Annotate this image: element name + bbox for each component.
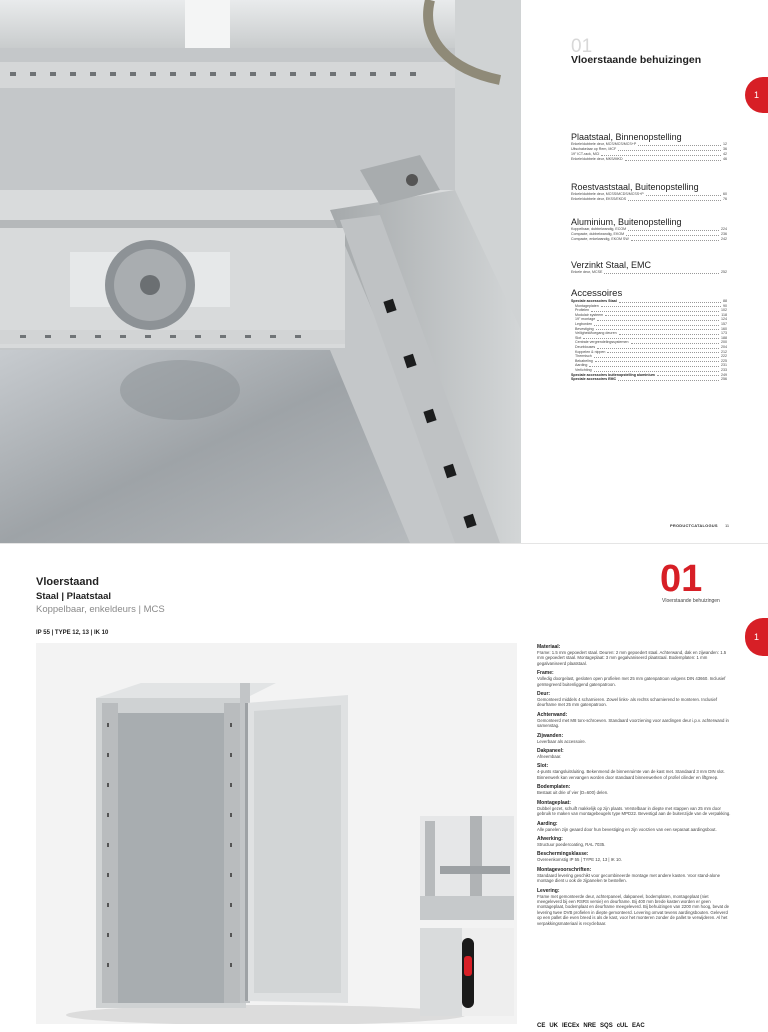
spec-heading: Levering:	[537, 887, 560, 894]
section-title-small: Vloerstaande behuizingen	[662, 598, 720, 604]
section-number-large: 01	[660, 558, 703, 600]
certification-mark: CE	[537, 1023, 546, 1029]
toc-dot-leader	[618, 150, 721, 151]
product-variant: Koppelbaar, enkeldeurs | MCS	[36, 604, 165, 615]
certification-mark: NRE	[583, 1023, 597, 1029]
toc-entry-label: Centrale vergrendelingssystemen	[575, 340, 629, 345]
toc-entry-page: 60	[723, 192, 727, 196]
toc-entry-page: 42	[723, 152, 727, 156]
toc-dot-leader	[591, 311, 719, 312]
toc-entry-label: Speciale accessoires EMC	[571, 377, 617, 382]
spec-body: Overeenkomstig IP 55 | TYPE 12, 13 | IK 10.	[537, 857, 622, 863]
toc-entry-label: Aarding	[575, 363, 588, 368]
toc-dot-leader	[601, 155, 721, 156]
toc-dot-leader	[628, 200, 721, 201]
toc-entry-label: Bevestiging	[575, 326, 594, 331]
spec-body: Frame met gemonteerde deur, achterpaneel, dakpaneel, bodemplaten, montageplaat (niet meegeleverd bij een RSRS versie) en deurframe. Bij 400 mm brede kasten worden er geen montageplaat, bodemplaat en deurframe meegeleverd. Bij behuizingen van 2200 mm hoog, bevat de levering twee DVB profielen in diepte gemonteerd. Levering omvat tevens aardingsbouten. Geleverd op een pallet die even breed is als de kast, voor het monteren zonder de pallet te verwijderen. Al het verpakkingsmateriaal is recyclebaar.	[537, 893, 730, 926]
toc-entry-page: 222	[721, 354, 727, 359]
toc-entry-label: Uitschakelaar op Rem, MCF	[571, 147, 617, 151]
spec-heading: Afwerking:	[537, 835, 563, 842]
toc-dot-leader	[638, 145, 721, 146]
toc-entry[interactable]	[571, 237, 727, 242]
toc-entry-label: Legborden	[575, 321, 593, 326]
toc-entry-page: 36	[723, 147, 727, 151]
chapter-tab-number: 1	[753, 90, 759, 100]
toc-dot-leader	[631, 343, 719, 344]
toc-dot-leader	[605, 315, 719, 316]
toc-entry-label: Enkele/dubbele deur, MCS/MCS/MCS+P	[571, 142, 637, 146]
toc-dot-leader	[646, 195, 721, 196]
toc-entry-label: Speciale accessoires buitenopstelling aluminium	[571, 372, 655, 377]
spec-body: Leverbaar als accessoire.	[537, 738, 586, 744]
spec-heading: Aarding:	[537, 820, 558, 827]
toc-group	[571, 132, 727, 162]
toc-dot-leader	[601, 306, 721, 307]
toc-entry-page: 242	[721, 237, 727, 241]
toc-entry-label: Enkele deur, MCSE	[571, 270, 603, 274]
certification-mark: UK	[549, 1023, 559, 1029]
toc-entry-label: Thermisch	[575, 354, 592, 359]
toc-entry-page: 12	[723, 142, 727, 146]
toc-dot-leader	[594, 371, 719, 372]
toc-dot-leader	[594, 325, 719, 326]
spec-body: Dubbel gezet, schuift makkelijk op zijn plaats. Verstelbaar in diepte met stappen van 25 mm door gebruik te maken van montagebeugels type MPD22. Bevestigd aan de buitenzijde van de verpakking.	[537, 805, 731, 817]
toc-entry[interactable]	[571, 377, 727, 382]
toc-group-title: Verzinkt Staal, EMC	[571, 260, 652, 270]
certification-mark: cUL	[616, 1023, 629, 1029]
spec-body: 4-punts stangsluitsluiting. Bekenmend de binnenruimte van de kast met. Standaard 3 mm DIN slot. Binnenwerk kan vervangen worden door standaard binnenwerken of profiel cilinder en liftgreep.	[537, 769, 725, 780]
toc-entry-page: 204	[721, 344, 727, 349]
spec-body: Gemonteerd middels 4 scharnieren. Zowel links- als rechts scharnierend te monteren. Inclusief deurframe met 25 mm gatenpatroon.	[537, 697, 718, 708]
spec-body: Gemonteerd met M8 torx-schroeven. Standaard voorziening voor aardingen deur i.p.v. achterwand in samenstag.	[537, 717, 729, 729]
section-title: Vloerstaande behuizingen	[571, 54, 702, 66]
chapter-tab-bottom-number: 1	[753, 632, 759, 642]
toc-entry-label: Verlichting	[575, 367, 592, 372]
footer-page-number: 11	[725, 523, 730, 528]
toc-entry-page: 46	[723, 157, 727, 161]
spec-heading: Materiaal:	[537, 644, 561, 650]
toc-entry-label: Deurblouses	[575, 344, 596, 349]
toc-entry-page: 76	[723, 197, 727, 201]
toc-entry-label: Enkele/dubbele deur, MCSS/MCDS/MCSS+P	[571, 192, 644, 196]
toc-entry-page: 102	[721, 308, 727, 313]
toc-dot-leader	[583, 338, 719, 339]
cabinet-interior-photo	[0, 0, 521, 543]
toc-entry-label: Enkele/dubbele deur, EKSS/EKDS	[571, 197, 627, 201]
toc-entry[interactable]	[571, 270, 727, 275]
spec-heading: Montageplaat:	[537, 799, 571, 806]
spec-heading: Dakpaneel:	[537, 748, 564, 755]
toc-dot-leader	[631, 240, 719, 241]
toc-entry-page: 124	[721, 317, 727, 322]
toc-group	[571, 182, 727, 202]
spec-heading: Bodemplaten:	[537, 784, 571, 791]
toc-group	[571, 288, 727, 382]
toc-group-title: Plaatstaal, Binnenopstelling	[571, 132, 682, 142]
spec-body: Afneembaar.	[537, 754, 562, 760]
toc-dot-leader	[657, 375, 719, 376]
toc-entry-page: 188	[721, 335, 727, 340]
chapter-tab-bottom[interactable]	[745, 618, 768, 656]
toc-entry-page: 157	[721, 321, 727, 326]
toc-entry-page: 173	[721, 331, 727, 336]
spec-heading: Zijwanden:	[537, 732, 564, 739]
toc-entry-page: 118	[721, 312, 727, 317]
toc-entry-label: 19" montage	[575, 317, 596, 322]
toc-group-title: Roestvaststaal, Buitenopstelling	[571, 182, 699, 192]
toc-entry-label: 19" ICT-rack, MCI	[571, 152, 600, 156]
toc-group	[571, 260, 727, 275]
toc-dot-leader	[597, 348, 719, 349]
toc-entry-page: 212	[721, 349, 727, 354]
toc-entry-label: Compacte, dubbelwandig, EKOM	[571, 232, 625, 236]
toc-entry-label: Bekabeling	[575, 358, 593, 363]
toc-entry-label: Koppelbaar, dubbelwandig, ECOM	[571, 227, 627, 231]
toc-dot-leader	[618, 380, 719, 381]
spec-heading: Slot:	[537, 763, 549, 770]
certification-mark: EAC	[632, 1023, 645, 1029]
toc-entry-label: Compacte, enkelwandig, EKOM SW	[571, 237, 629, 241]
lock-detail-photo	[420, 928, 514, 1016]
toc-entry-label: Slot	[575, 335, 582, 340]
toc-group-title: Accessoires	[571, 288, 623, 299]
toc-entry-label: Speciale accessoires Staal	[571, 299, 617, 303]
toc-dot-leader	[628, 230, 719, 231]
toc-group	[571, 217, 727, 242]
toc-dot-leader	[619, 334, 719, 335]
frame-detail-photo	[420, 816, 514, 920]
toc-entry-page: 231	[721, 363, 727, 368]
spec-body: Structuur poedercoating, RAL 7035.	[537, 841, 606, 847]
certification-mark: SQS	[600, 1023, 613, 1029]
toc-entry-label: Enkele/dubbele deur, MKS/MKD	[571, 157, 623, 161]
toc-dot-leader	[596, 329, 719, 330]
product-title: Vloerstaand	[36, 576, 99, 588]
toc-entry-page: 233	[721, 367, 727, 372]
specification-list	[537, 640, 732, 926]
toc-entry-label: Modulair systeem	[575, 312, 604, 317]
toc-entry-label: Profielen	[575, 308, 590, 313]
toc-entry-page: 224	[721, 227, 727, 231]
certification-mark: IECEx	[562, 1023, 580, 1029]
toc-entry[interactable]	[571, 197, 727, 202]
toc-dot-leader	[594, 357, 719, 358]
toc-entry-page: 236	[721, 232, 727, 236]
spec-body: Volledig doorgelast, gesloten open profielen met 25 mm gatenpatroon volgens DIN 43660. Inclusief geïntegreerd buitenliggend gatenpatroon.	[537, 676, 726, 687]
footer-label: PRODUCTCATALOGUS	[670, 523, 718, 528]
spec-body: Alle panelen zijn geaard door hun bevestiging en zijn voorzien van een separaat aardingsbout.	[537, 826, 717, 832]
toc-entry[interactable]	[571, 157, 727, 162]
toc-dot-leader	[589, 366, 719, 367]
spec-body: Standaard levering geschikt voor gecombineerde montage met andere kasten. Voor stand-alone montage dient u ook de zijpanelen te bestellen.	[537, 872, 720, 884]
toc-dot-leader	[604, 273, 719, 274]
product-subtitle: Staal | Plaatstaal	[36, 591, 112, 602]
toc-entry-page: 88	[723, 299, 727, 303]
toc-entry-label: Veiligheid/toegang deuren	[575, 331, 617, 336]
spec-heading: Frame:	[537, 670, 554, 677]
spec-heading: Montagevoorschriften:	[537, 866, 592, 873]
spec-heading: Deur:	[537, 691, 551, 698]
toc-entry-page: 200	[721, 340, 727, 345]
toc-entry-label: Koppelen & nippen	[575, 349, 606, 354]
toc-dot-leader	[607, 352, 719, 353]
spec-body: Frame: 1.5 mm gepoedert staal. Deuren: 2 mm gepoedert staal. Achterwand, dak en zijwanden: 1.5 mm gepoedert staal. Montageplaat: 3 mm gegalvaniseerd plaatstaal. Bodemplaten: 1 mm gegalvaniseerd plaatstaal.	[537, 650, 727, 666]
toc-entry-page: 249	[721, 372, 727, 377]
page-divider	[0, 543, 768, 544]
toc-group-title: Aluminium, Buitenopstelling	[571, 217, 682, 227]
spec-heading: Beschermingsklasse:	[537, 851, 589, 858]
toc-entry-page: 252	[721, 270, 727, 274]
toc-entry-page: 256	[721, 377, 727, 382]
ratings-line: IP 55 | TYPE 12, 13 | IK 10	[36, 630, 109, 636]
certification-logos	[537, 1014, 732, 1032]
toc-entry-page: 90	[723, 303, 727, 308]
section-number: 01	[571, 36, 593, 57]
toc-dot-leader	[625, 160, 721, 161]
spec-body: Bestaat uit drie of vier (D=600) delen.	[537, 790, 609, 796]
spec-heading: Achterwand:	[537, 711, 568, 718]
toc-entry-label: Montageplaten	[575, 303, 599, 308]
toc-dot-leader	[597, 320, 719, 321]
toc-entry-page: 160	[721, 326, 727, 331]
toc-entry-page: 225	[721, 358, 727, 363]
toc-dot-leader	[595, 361, 719, 362]
toc-dot-leader	[619, 302, 721, 303]
toc-dot-leader	[626, 235, 719, 236]
